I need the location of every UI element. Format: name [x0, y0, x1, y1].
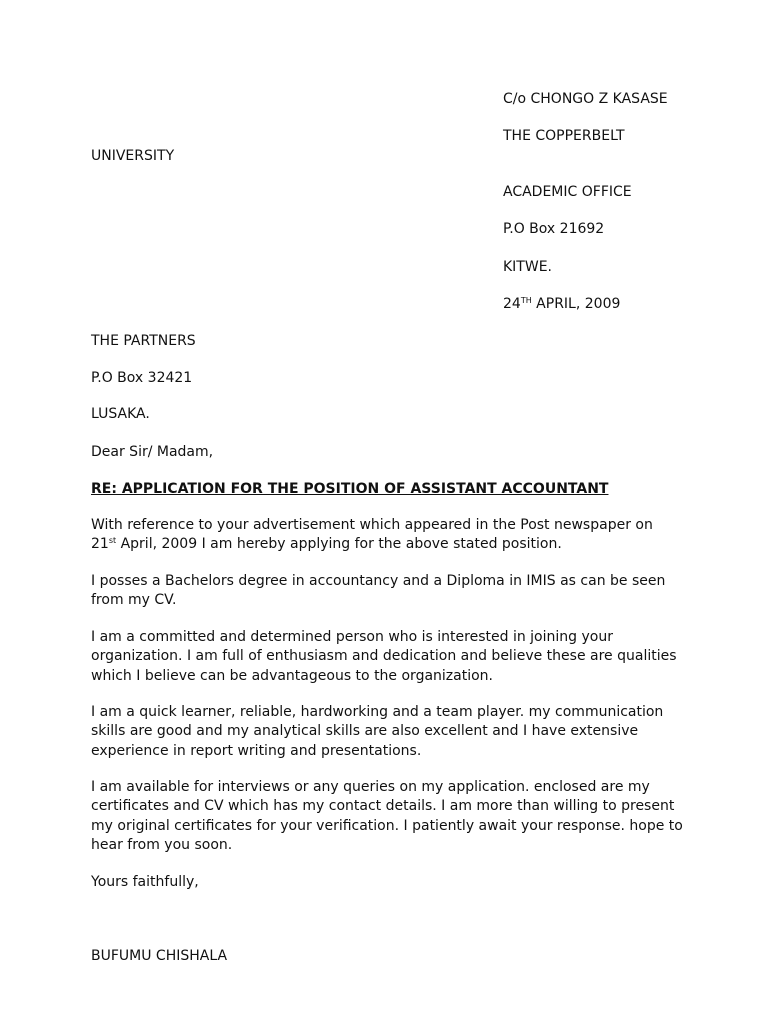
- body-paragraph-2: I posses a Bachelors degree in accountancy and a Diploma in IMIS as can be seen from my CV.: [91, 573, 666, 609]
- body-paragraph-3: I am a committed and determined person who is interested in joining your organization. I am full of enthusiasm and dedication and believe these are qualities which I believe can be advantageous to the organization.: [91, 629, 677, 684]
- letter-date: [503, 294, 620, 314]
- date-rest: APRIL, 2009: [531, 296, 621, 312]
- sender-office: ACADEMIC OFFICE: [503, 184, 632, 200]
- recipient-po-box: P.O Box 32421: [91, 370, 193, 386]
- recipient-town: LUSAKA.: [91, 406, 150, 422]
- salutation: Dear Sir/ Madam,: [91, 444, 214, 460]
- p1-day: 21: [91, 536, 109, 553]
- sender-town: KITWE.: [503, 259, 552, 275]
- body-paragraph-5: I am available for interviews or any queries on my application. enclosed are my certificates and CV which has my contact details. I am more than willing to present my original certificates for your verification. I patiently await your response. hope to hear from you soon.: [91, 779, 683, 854]
- p1-line1: With reference to your advertisement which appeared in the Post newspaper on: [91, 517, 653, 533]
- sender-institution-line1: THE COPPERBELT: [503, 128, 625, 144]
- signature-name: BUFUMU CHISHALA: [91, 948, 228, 964]
- sender-institution-line2: UNIVERSITY: [91, 148, 175, 164]
- body-paragraph-4: I am a quick learner, reliable, hardworking and a team player. my communication skills are good and my analytical skills are also excellent and I have extensive experience in report writing and presentations.: [91, 704, 664, 759]
- date-day: 24: [503, 296, 521, 312]
- sender-care-of: C/o CHONGO Z KASASE: [503, 91, 668, 107]
- subject-heading: RE: APPLICATION FOR THE POSITION OF ASSISTANT ACCOUNTANT: [91, 481, 609, 497]
- p1-line2: [91, 535, 691, 554]
- closing: Yours faithfully,: [91, 874, 199, 890]
- sender-po-box: P.O Box 21692: [503, 221, 605, 237]
- date-suffix: TH: [520, 296, 532, 305]
- p1-rest: April, 2009 I am hereby applying for the above stated position.: [116, 536, 562, 553]
- recipient-name: THE PARTNERS: [91, 333, 196, 349]
- body-paragraph-1: [91, 516, 691, 555]
- p1-suffix: st: [108, 536, 117, 546]
